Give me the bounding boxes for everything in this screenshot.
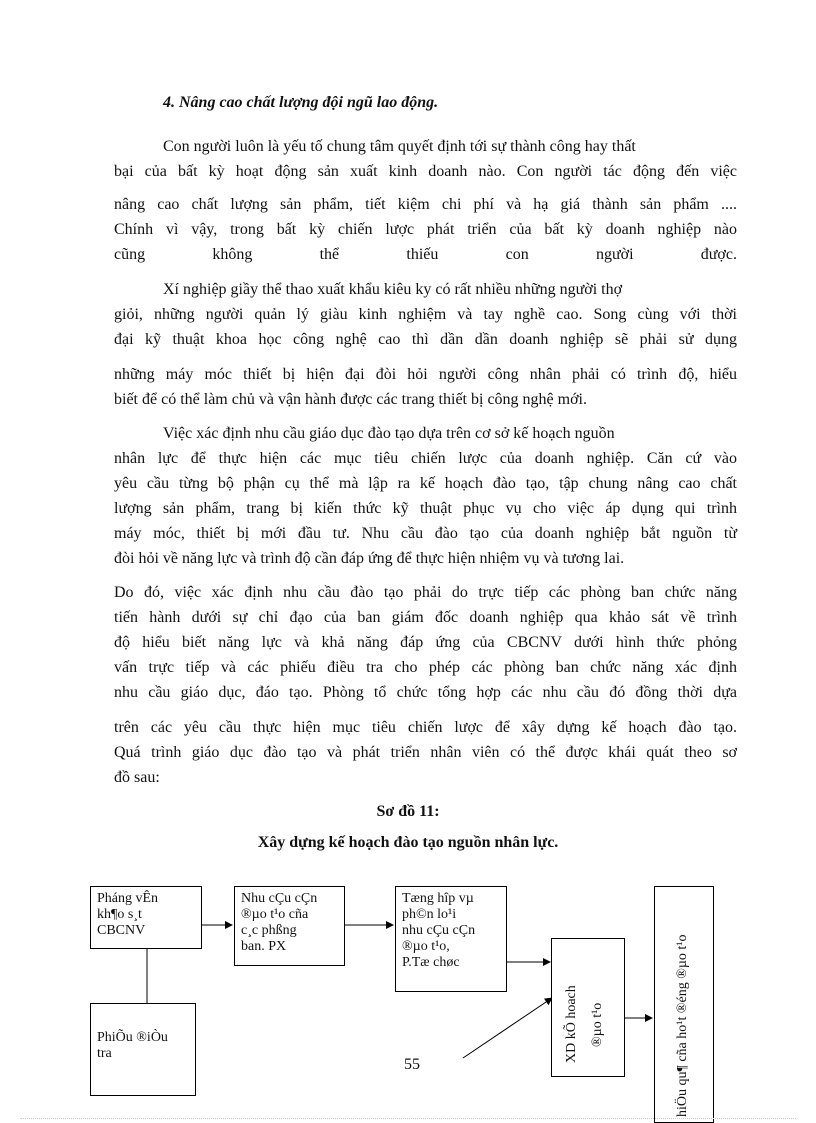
page-bottom-rule	[20, 1118, 796, 1119]
box-line: c¸c phßng	[241, 923, 297, 938]
box-line: XD kÕ hoach	[564, 985, 579, 1063]
box-line: Pháng vÊn	[97, 891, 159, 906]
box-line: ®µo t¹o cña	[241, 907, 309, 922]
paragraph-line: trên các yêu cầu thực hiện mục tiêu chiến lược để xây dựng kế hoạch đào tạo.	[114, 719, 737, 736]
box-line: tra	[97, 1046, 112, 1061]
paragraph-line: yêu cầu từng bộ phận cụ thể mà lập ra kế hoạch đào tạo, tập chung nâng cao chất	[114, 475, 737, 492]
paragraph-line: biết để có thể làm chủ và vận hành được các trang thiết bị công nghệ mới.	[114, 391, 587, 408]
box-line: hiÖu qu¶ cña ho¹t ®éng ®µo t¹o	[675, 934, 690, 1117]
diagram-label: Sơ đồ 11:	[376, 803, 440, 820]
paragraph-line: Chính vì vậy, trong bất kỳ chiến lược phát triển của bất kỳ doanh nghiệp nào	[114, 221, 737, 238]
box-line: kh¶o s¸t	[97, 907, 142, 922]
paragraph-line: Do đó, việc xác định nhu cầu đào tạo phải do trực tiếp các phòng ban chức năng	[114, 584, 737, 601]
box-line: ®µo t¹o,	[402, 939, 450, 954]
paragraph-line: nhân lực để thực hiện các mục tiêu chiến lược của doanh nghiệp. Căn cứ vào	[114, 450, 737, 467]
paragraph-line: Con người luôn là yếu tố chung tâm quyết định tới sự thành công hay thất	[163, 138, 636, 155]
paragraph-line: đòi hỏi về năng lực và trình độ cần đáp ứng để thực hiện nhiệm vụ và tương lai.	[114, 550, 625, 567]
box-line: Tæng hîp vµ	[402, 891, 474, 906]
paragraph-line: nhu cầu giáo dục, đáo tạo. Phòng tổ chức tổng hợp các nhu cầu đó đồng thời dựa	[114, 684, 737, 701]
paragraph-line: giỏi, những người quản lý giàu kinh nghiệm và tay nghề cao. Song cùng với thời	[114, 306, 737, 323]
arrow-5	[463, 998, 552, 1058]
box-line: Nhu cÇu cÇn	[241, 891, 318, 906]
box-line: PhiÕu ®iÒu	[97, 1030, 168, 1045]
paragraph-line: máy móc, thiết bị mới đầu tư. Nhu cầu đào tạo của doanh nghiệp bắt nguồn từ	[114, 525, 737, 542]
paragraph-line: lượng sản phẩm, trang bị kiến thức kỹ thuật phục vụ cho việc áp dụng qui trình	[114, 500, 737, 517]
section-heading: 4. Nâng cao chất lượng đội ngũ lao động.	[163, 94, 439, 111]
paragraph-line: cũng không thể thiếu con người được.	[114, 246, 737, 263]
paragraph-line: những máy móc thiết bị hiện đại đòi hỏi người công nhân phải có trình độ, hiểu	[114, 366, 737, 383]
paragraph-line: bại của bất kỳ hoạt động sản xuất kinh doanh nào. Con người tác động đến việc	[114, 163, 737, 180]
box-line: CBCNV	[97, 923, 146, 938]
box-training-effectiveness	[654, 886, 714, 1123]
paragraph-line: Quá trình giáo dục đào tạo và phát triển nhân viên có thể được khái quát theo sơ	[114, 744, 737, 761]
box-training-plan	[551, 938, 625, 1077]
box-line: P.Tæ chøc	[402, 955, 460, 970]
paragraph-line: nâng cao chất lượng sản phẩm, tiết kiệm chi phí và hạ giá thành sản phẩm ....	[114, 196, 737, 213]
paragraph-line: Xí nghiệp giầy thể thao xuất khẩu kiêu ky có rất nhiều những người thợ	[163, 281, 623, 298]
diagram-title: Xây dựng kế hoạch đào tạo nguồn nhân lực.	[257, 834, 559, 851]
box-line: ph©n lo¹i	[402, 907, 457, 922]
box-interview-survey	[90, 886, 202, 949]
page-number: 55	[404, 1056, 420, 1073]
paragraph-line: đại kỹ thuật khoa học công nghệ cao thì dần dần doanh nghiệp sẽ phải sử dụng	[114, 331, 737, 348]
box-line: nhu cÇu cÇn	[402, 923, 476, 938]
box-synthesize-needs	[395, 886, 507, 992]
box-line: ban. PX	[241, 939, 287, 954]
paragraph-line: vấn trực tiếp và các phiếu điều tra cho phép các phòng ban chức năng xác định	[114, 659, 737, 676]
box-department-needs	[234, 886, 345, 966]
box-line: ®µo t¹o	[590, 1002, 605, 1047]
paragraph-line: đồ sau:	[114, 769, 160, 786]
paragraph-line: Việc xác định nhu cầu giáo dục đào tạo dựa trên cơ sở kế hoạch nguồn	[163, 425, 615, 442]
paragraph-line: tiến hành dưới sự chỉ đạo của ban giám đốc doanh nghiệp qua khảo sát về trình	[114, 609, 737, 626]
box-questionnaire	[90, 1003, 196, 1096]
paragraph-line: độ hiểu biết năng lực và khả năng đáp ứng của CBCNV dưới hình thức phỏng	[114, 634, 737, 651]
